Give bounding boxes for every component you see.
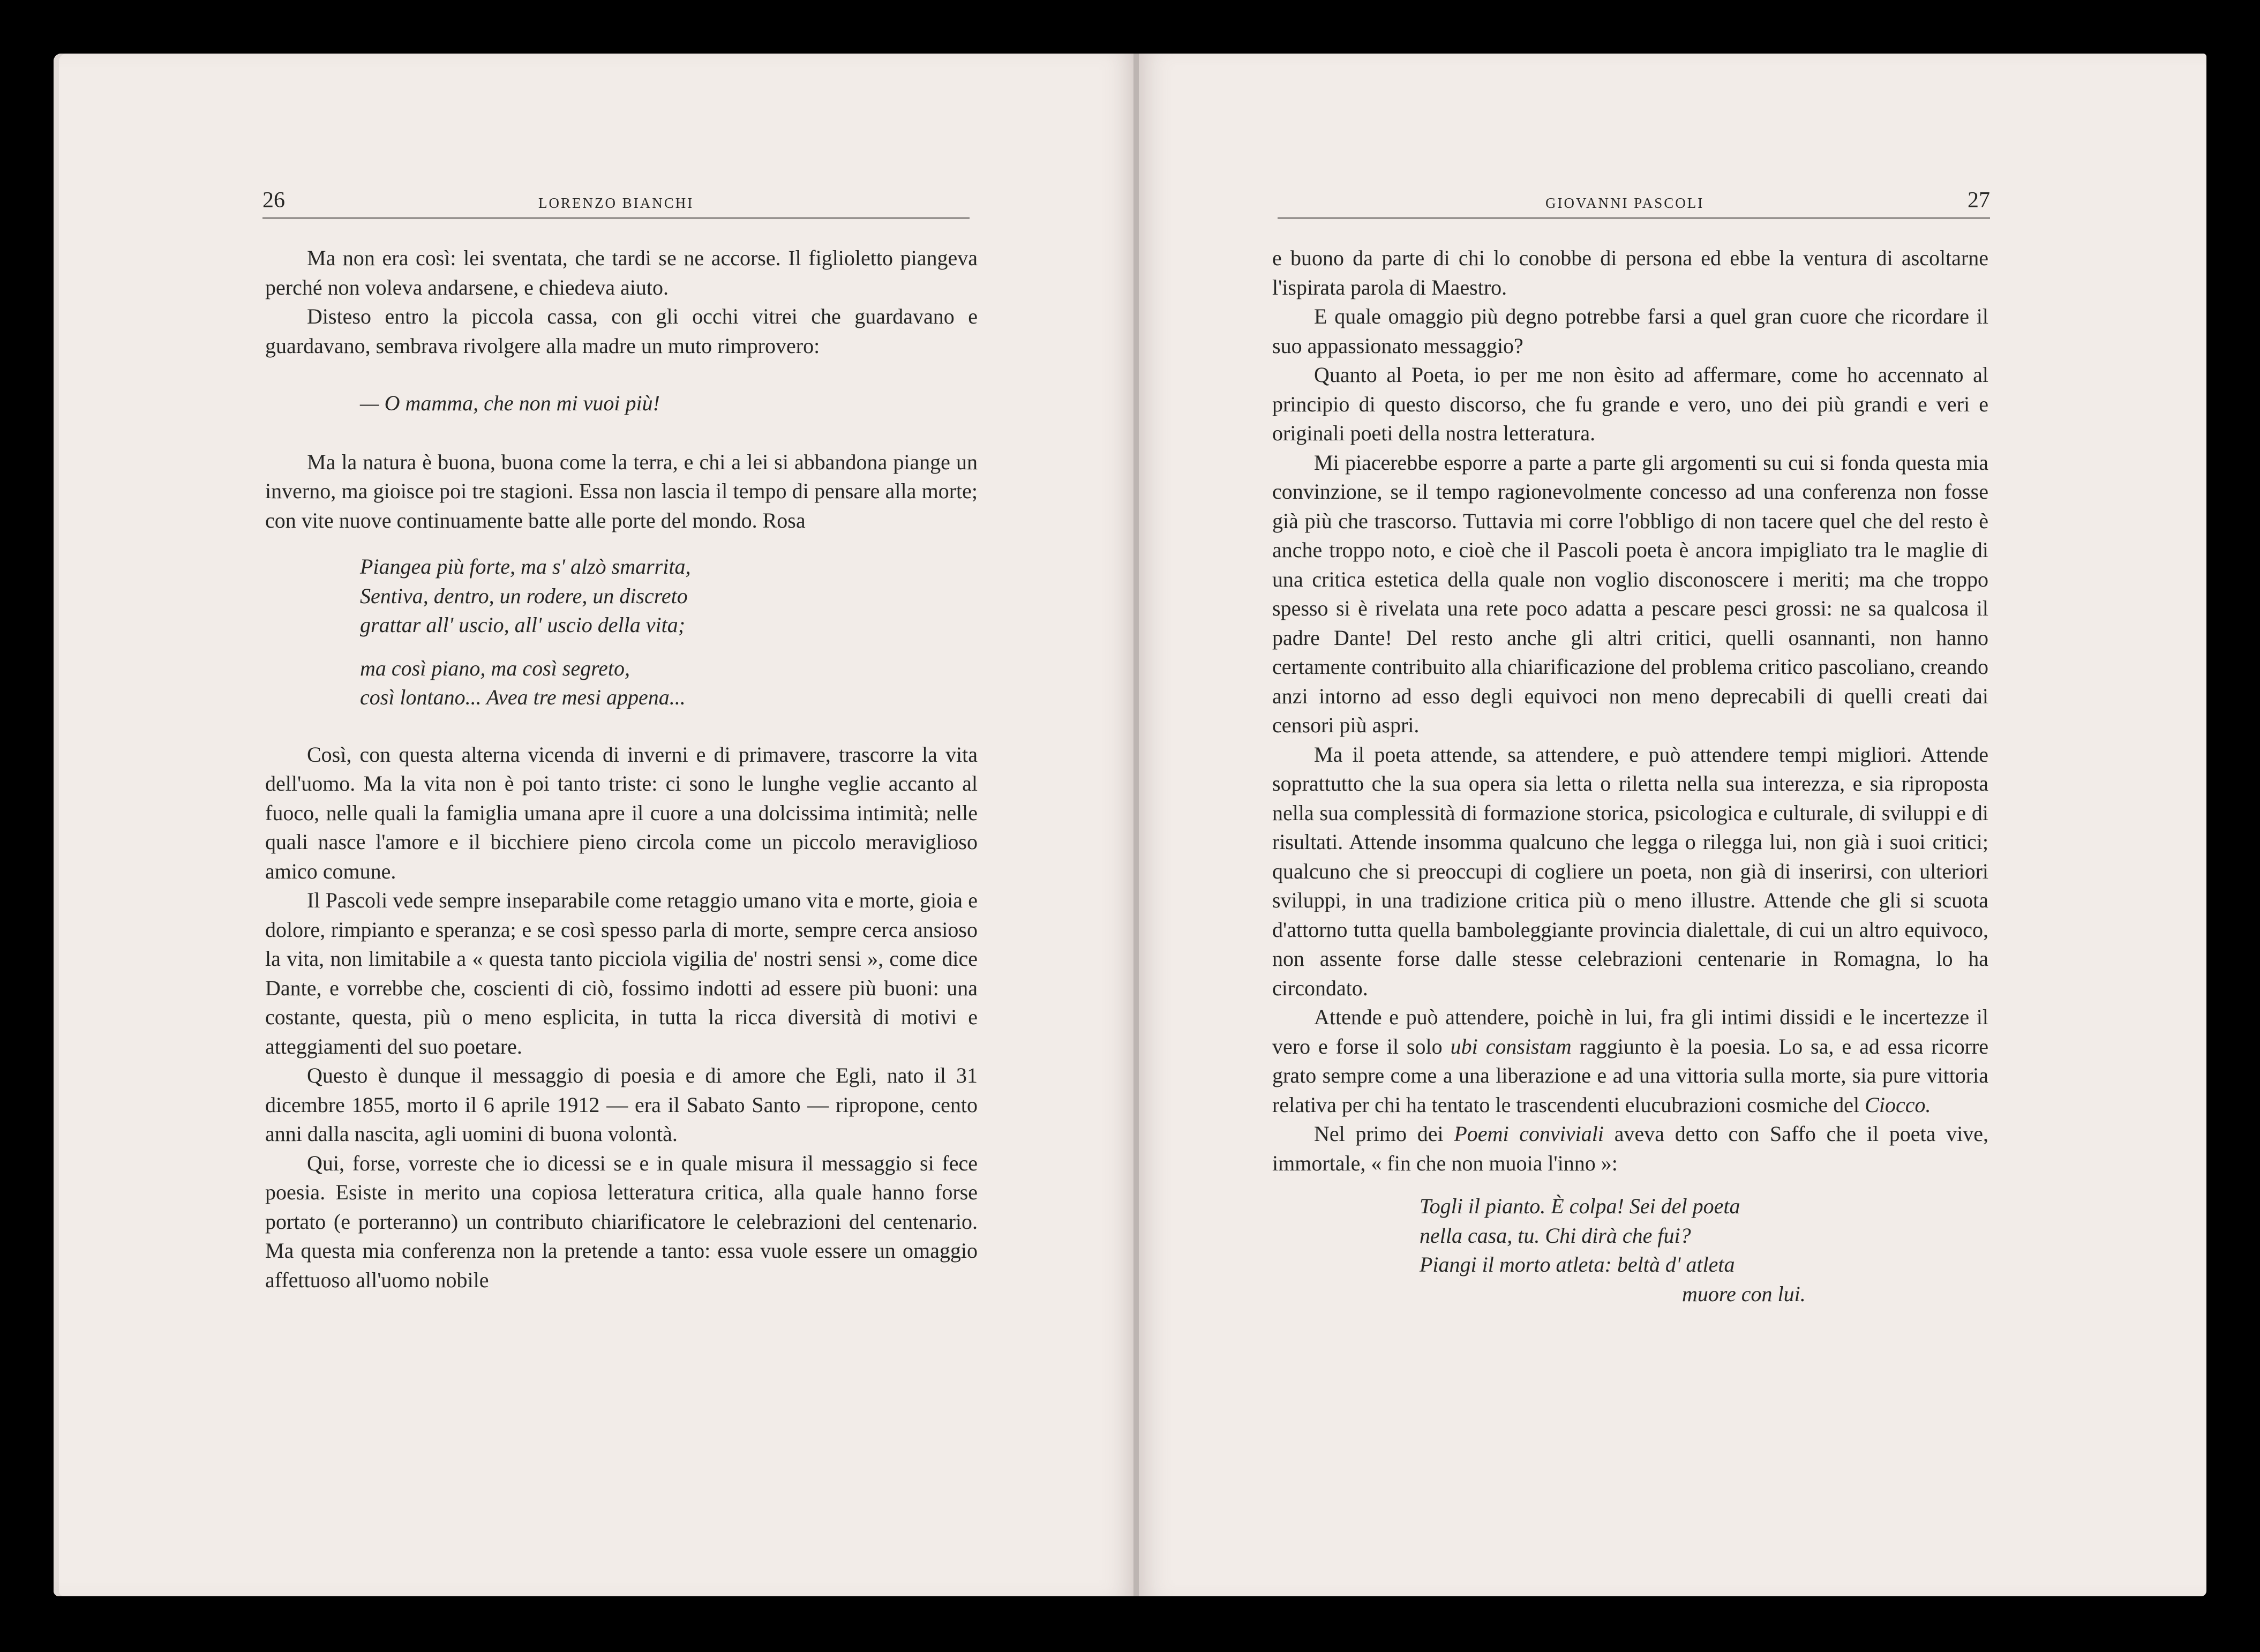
paragraph: Ma la natura è buona, buona come la terra, e chi a lei si abbandona piange un inverno, ma gioisce poi tre stagioni. Essa non lascia il tempo di pensare alla morte; con vite nuove continuamente batte alle porte del mondo. Rosa (265, 449, 978, 532)
paragraph: Ma il poeta attende, sa attendere, e può attendere tempi migliori. Attende soprattutto che la sua opera sia letta o riletta nella sua interezza, e sia riproposta nella sua complessità di formazione storica, psicologica e culturale, di sviluppi e di risultati. Attende insomma qualcuno che legga o rilegga lui, non già i suoi critici; qualcuno che si preoccupi di cogliere un poeta, non già di inserirsi, con ulteriori sviluppi, in una tradizione critica più o meno illustre. Attende che gli si scuota d'attorno tutta quella bamboleggiante provincia dialettale, di cui un altro equivoco, non assente forse dalle stesse celebrazioni centenarie in Romagna, lo ha circondato. (1272, 742, 1988, 1000)
verse-line: ma così piano, ma così segreto, (360, 656, 630, 680)
header-rule-right (1278, 217, 1990, 219)
text-run: Attende e può attendere, poichè in lui, fra gli intimi dissidi e le incertezze il vero e forse il solo (1272, 1005, 1988, 1058)
verse-line: Piangea più forte, ma s' alzò smarrita, (360, 554, 691, 579)
verse-line: Togli il pianto. È colpa! Sei del poeta (1420, 1194, 1740, 1218)
left-page-header (262, 133, 970, 219)
text-run: raggiunto è la poesia. Lo sa, e ad essa ricorre grato sempre come a una liberazione e ad una vittoria sulla morte, sia pure vittoria relativa per chi ha tentato le trascendenti elucubrazioni cosmiche del (1272, 1034, 1989, 1117)
paragraph: Questo è dunque il messaggio di poesia e di amore che Egli, nato il 31 dicembre 1855, morto il 6 aprile 1912 — era il Sabato Santo — ripropone, cento anni dalla nascita, agli uomini di buona volontà. (265, 1063, 978, 1146)
left-text-column (265, 244, 978, 1295)
verse-line: così lontano... Avea tre mesi appena... (360, 685, 686, 709)
paragraph: Qui, forse, vorreste che io dicessi se e in quale misura il messaggio si fece poesia. Esiste in merito una copiosa letteratura critica, alla quale hanno forse portato (e porteranno) un contributo chiarificatore le celebrazioni del centenario. Ma questa mia conferenza non la pretende a tanto: essa vuole essere un omaggio affettuoso all'uomo nobile (265, 1151, 978, 1292)
header-rule-left (262, 217, 970, 219)
book-spine (1133, 54, 1139, 1596)
italic-term: ubi consistam (1450, 1034, 1572, 1058)
paragraph: E quale omaggio più degno potrebbe farsi a quel gran cuore che ricordare il suo appassionato messaggio? (1272, 304, 1988, 358)
verse-line: muore con lui. (1682, 1281, 1806, 1306)
paragraph (1272, 1003, 1988, 1120)
right-page-header (1278, 133, 1990, 219)
verse-line: Piangi il morto atleta: beltà d' atleta (1420, 1252, 1735, 1276)
running-head-right: GIOVANNI PASCOLI (1545, 195, 1705, 211)
text-run: aveva detto con Saffo che il poeta vive, immortale, « fin che non muoia l'inno »: (1272, 1122, 1989, 1175)
paragraph: Il Pascoli vede sempre inseparabile come retaggio umano vita e morte, gioia e dolore, rimpianto e speranza; e se così spesso parla di morte, sempre cerca ansioso la vita, non limitabile a « questa tanto picciola vigilia de' nostri sensi », come dice Dante, e vorrebbe che, coscienti di ciò, fossimo indotti ad essere più buoni: una costante, questa, più o meno esplicita, in tutta la ricca diversità di motivi e atteggiamenti del suo poetare. (265, 888, 978, 1058)
verse-stanza-2 (360, 654, 978, 712)
paragraph: Così, con questa alterna vicenda di inverni e di primavere, trascorre la vita dell'uomo. Ma la vita non è poi tanto triste: ci sono le lunghe veglie accanto al fuoco, nelle quali la famiglia umana apre il cuore a una dolcissima intimità; nelle quali nasce l'amore e il bicchiere pieno circola come un piccolo meraviglioso amico comune. (265, 742, 978, 883)
page-number-left: 26 (262, 188, 285, 213)
paragraph (1272, 1120, 1988, 1178)
text-run: Nel primo dei (1314, 1122, 1454, 1146)
running-head-left: LORENZO BIANCHI (538, 195, 694, 211)
page-number-right: 27 (1968, 188, 1990, 213)
italic-title: Poemi conviviali (1454, 1122, 1604, 1146)
italic-title: Ciocco. (1865, 1092, 1931, 1117)
verse-line: nella casa, tu. Chi dirà che fui? (1420, 1223, 1691, 1248)
verse-line: grattar all' uscio, all' uscio della vita; (360, 613, 686, 637)
verse-stanza-sapphic (1420, 1192, 1988, 1309)
right-text-column (1272, 244, 1988, 1309)
paragraph: Quanto al Poeta, io per me non èsito ad affermare, come ho accennato al principio di questo discorso, che fu grande e vero, uno dei più grandi e veri e originali poeti della nostra letteratura. (1272, 363, 1988, 445)
paragraph: Ma non era così: lei sventata, che tardi se ne accorse. Il figlioletto piangeva perché non voleva andarsene, e chiedeva aiuto. (265, 246, 978, 299)
verse-line: Sentiva, dentro, un rodere, un discreto (360, 583, 688, 608)
paragraph: e buono da parte di chi lo conobbe di persona ed ebbe la ventura di ascoltarne l'ispirata parola di Maestro. (1272, 246, 1988, 299)
quote-line: — O mamma, che non mi vuoi più! (360, 391, 660, 415)
paragraph: Mi piacerebbe esporre a parte a parte gli argomenti su cui si fonda questa mia convinzione, se il tempo ragionevolmente concesso ad una conferenza non fosse già più che trascorso. Tuttavia mi corre l'obbligo di non tacere quel che del resto è anche troppo noto, e cioè che il Pascoli poeta è ancora impigliato tra le maglie di una critica estetica della quale non voglio disconoscere i meriti; ma che troppo spesso si è rivelata una rete poco adatta a pescare pesci grossi: ne sa qualcosa il padre Dante! Del resto anche gli altri critici, quelli osannanti, non hanno certamente contribuito alla chiarificazione del problema critico pascoliano, creando anzi intorno ad esso degli equivoci non meno deprecabili di quelli creati dai censori più aspri. (1272, 450, 1988, 737)
verse-stanza-1 (360, 552, 978, 640)
paragraph: Disteso entro la piccola cassa, con gli occhi vitrei che guardavano e guardavano, sembrava rivolgere alla madre un muto rimprovero: (265, 304, 978, 358)
